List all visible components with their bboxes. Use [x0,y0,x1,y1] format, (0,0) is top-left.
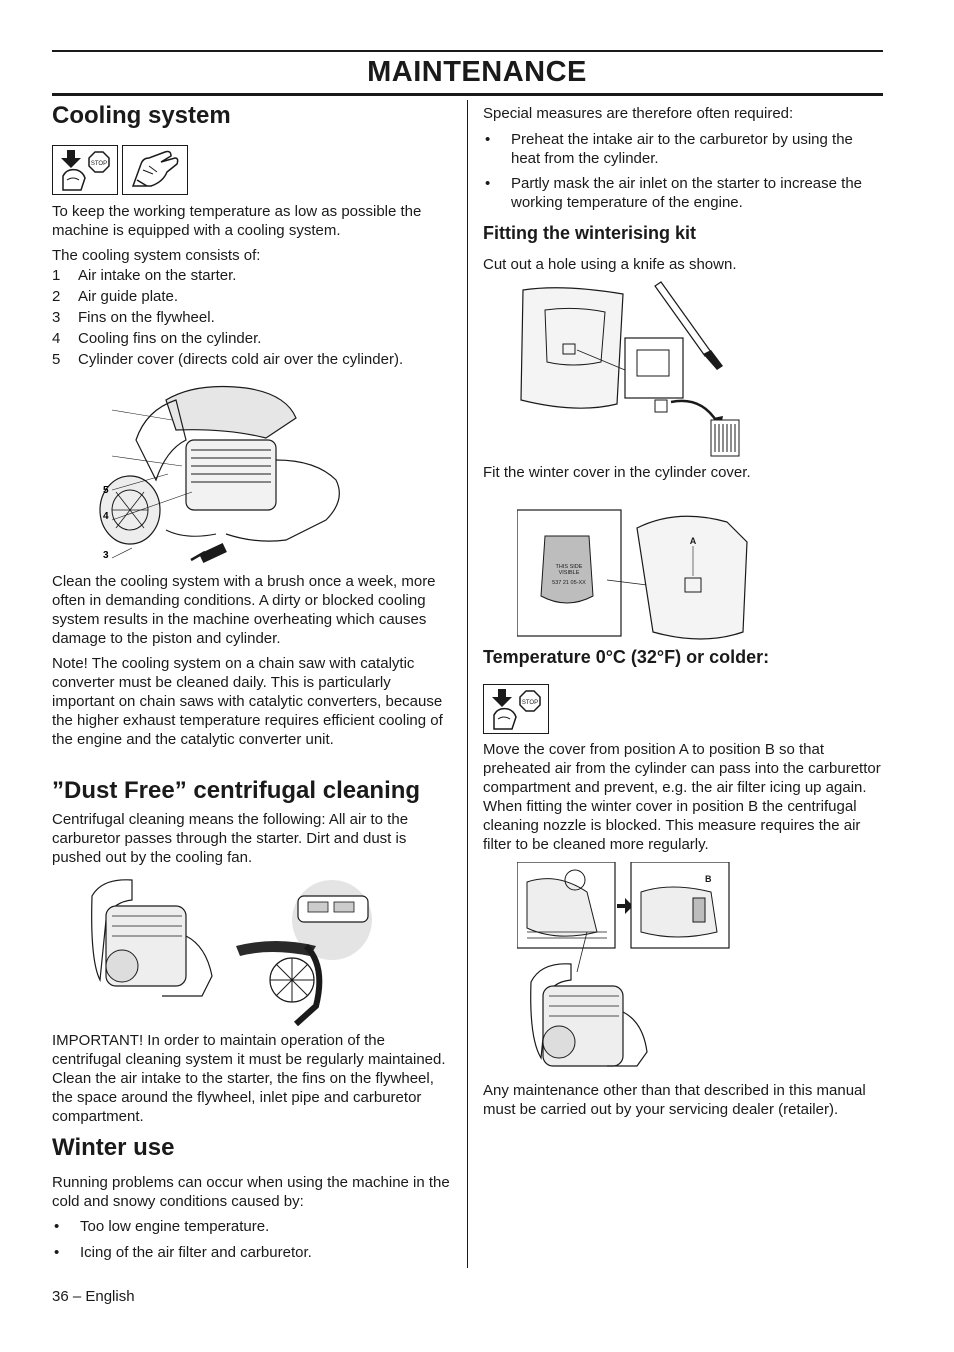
cooling-system-illustration [96,380,356,572]
dust-free-important: IMPORTANT! In order to maintain operation of the centrifugal cleaning system it must be regularly maintained. Clean the air intake to the starter, the fins on the flywheel, the space around the flywheel, inlet pipe and carburetor compartment. [52,1032,446,1125]
callout-5: 5 [103,485,109,496]
list-item: 2 Air guide plate. [52,288,179,305]
protective-gloves-icon [122,145,188,195]
stop-label: STOP [521,700,539,706]
stop-engine-icon [483,684,549,734]
winter-use-heading: Winter use [52,1134,175,1161]
cut-hole-illustration [515,280,745,460]
position-b-label: B [705,874,712,884]
column-divider [467,100,468,1268]
cooling-parts-list [52,265,450,370]
page-footer: 36 – English [52,1288,135,1305]
plate-line-2: VISIBLE [558,570,580,576]
plate-code: 537 21 05-XX [552,580,586,586]
temperature-heading: Temperature 0°C (32°F) or colder: [483,647,770,667]
list-item: • Preheat the intake air to the carburetor by using the heat from the cylinder. [485,131,853,167]
servicing-dealer-text: Any maintenance other than that described in this manual must be carried out by your servicing dealer (retailer). [483,1082,866,1118]
list-item: 5 Cylinder cover (directs cold air over the cylinder). [52,351,404,368]
cooling-note-text: Note! The cooling system on a chain saw with catalytic converter must be cleaned daily. This is particularly important on chain saws with catalytic converters, because the higher exhaust temperature requires efficient cooling of the engine and the catalytic converter unit. [52,655,443,748]
winterising-kit-heading: Fitting the winterising kit [483,223,696,243]
winter-measures-list [483,130,883,212]
centrifugal-cleaning-illustration [236,876,376,1026]
kit-cut-text: Cut out a hole using a knife as shown. [483,256,737,273]
cooling-consists: The cooling system consists of: [52,247,261,264]
temperature-text: Move the cover from position A to position B so that preheated air from the cylinder can pass into the carburettor compartment and prevent, e.g. the air filter icing up again. When fitting the winter cover in position B the centrifugal cleaning nozzle is blocked. This measure requires the air filter to be cleaned more regularly. [483,741,881,853]
list-item: 1 Air intake on the starter. [52,267,237,284]
cover-position-illustration [517,862,737,1074]
dust-free-heading: ”Dust Free” centrifugal cleaning [52,777,421,804]
list-item: • Partly mask the air inlet on the starter to increase the working temperature of the engine. [485,175,862,211]
winter-intro: Running problems can occur when using the machine in the cold and snowy conditions caused by: [52,1174,450,1210]
winter-causes-list [52,1217,450,1262]
stop-engine-icon [52,145,118,195]
chainsaw-illustration [82,876,222,1010]
stop-label: STOP [90,161,108,167]
page-title: MAINTENANCE [367,56,587,88]
position-a-label: A [689,536,697,546]
winter-cover-illustration [517,508,757,640]
list-item: • Too low engine temperature. [54,1218,270,1235]
kit-fit-text: Fit the winter cover in the cylinder cover. [483,464,751,481]
cooling-heading: Cooling system [52,102,231,129]
header-top-rule [52,50,883,52]
callout-3: 3 [103,550,109,561]
header-bottom-rule [52,93,883,96]
callout-4: 4 [103,511,109,522]
list-item: • Icing of the air filter and carburetor. [54,1244,312,1261]
dust-free-text: Centrifugal cleaning means the following: All air to the carburetor passes through the starter. Dirt and dust is pushed out by the cooling fan. [52,811,409,866]
list-item: 4 Cooling fins on the cylinder. [52,330,262,347]
winter-special-text: Special measures are therefore often required: [483,105,794,122]
plate-line-1: THIS SIDE [555,564,583,570]
list-item: 3 Fins on the flywheel. [52,309,215,326]
cooling-intro: To keep the working temperature as low as possible the machine is equipped with a cooling system. [52,203,422,239]
cooling-clean-text: Clean the cooling system with a brush once a week, more often in demanding conditions. A dirty or blocked cooling system results in the machine overheating which causes damage to the piston and cylinder. [52,573,436,647]
